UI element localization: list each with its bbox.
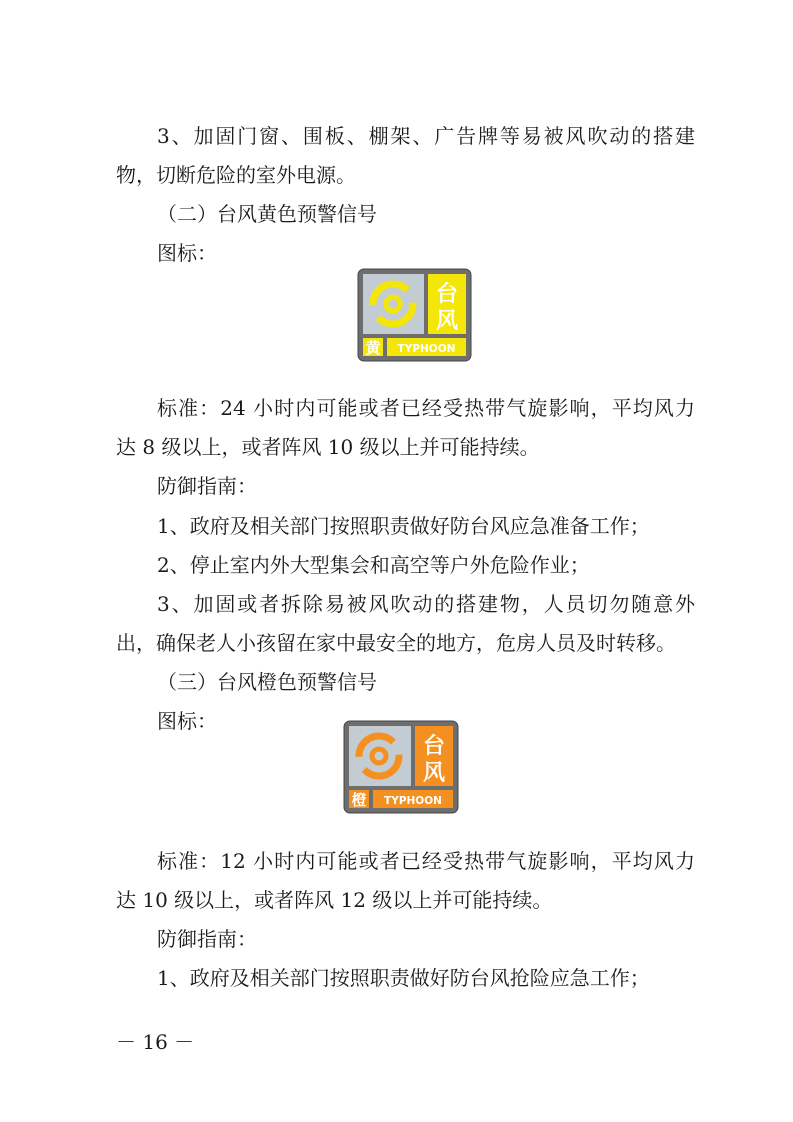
paragraph-line: 出，确保老人小孩留在家中最安全的地方，危房人员及时转移。 [116, 631, 676, 655]
page-number: － 16 － [116, 1030, 195, 1054]
sign-title-bottom: 风 [422, 761, 446, 786]
paragraph-line: 2、停止室内外大型集会和高空等户外危险作业； [157, 553, 590, 577]
sign-color-char: 橙 [351, 791, 367, 809]
sign-title-bottom: 风 [435, 309, 459, 334]
guide-heading: 防御指南： [157, 927, 257, 951]
sign-color-char: 黄 [365, 339, 381, 357]
section-heading-orange: （三）台风橙色预警信号 [157, 670, 377, 694]
sign-typhoon-text: TYPHOON [397, 343, 456, 355]
paragraph-line: 达 8 级以上，或者阵风 10 级以上并可能持续。 [116, 435, 540, 459]
paragraph-line: 达 10 级以上，或者阵风 12 级以上并可能持续。 [116, 888, 553, 912]
icon-label: 图标： [157, 709, 217, 733]
icon-label: 图标： [157, 241, 217, 265]
sign-typhoon-text: TYPHOON [384, 795, 442, 807]
guide-heading: 防御指南： [157, 474, 257, 498]
sign-title-top: 台 [435, 282, 459, 307]
section-heading-yellow: （二）台风黄色预警信号 [157, 202, 377, 226]
paragraph-line: 物，切断危险的室外电源。 [116, 163, 356, 187]
sign-title-top: 台 [422, 734, 446, 759]
paragraph-line: 1、政府及相关部门按照职责做好防台风应急准备工作； [157, 514, 650, 538]
paragraph-line: 标准：12 小时内可能或者已经受热带气旋影响，平均风力 [157, 849, 695, 873]
typhoon-yellow-warning-sign [357, 268, 472, 362]
paragraph-line: 标准：24 小时内可能或者已经受热带气旋影响，平均风力 [157, 396, 695, 420]
paragraph-line: 3、加固门窗、围板、棚架、广告牌等易被风吹动的搭建 [157, 124, 695, 148]
typhoon-orange-warning-sign [343, 720, 459, 814]
paragraph-line: 3、加固或者拆除易被风吹动的搭建物，人员切勿随意外 [157, 592, 695, 616]
paragraph-line: 1、政府及相关部门按照职责做好防台风抢险应急工作； [157, 966, 650, 990]
